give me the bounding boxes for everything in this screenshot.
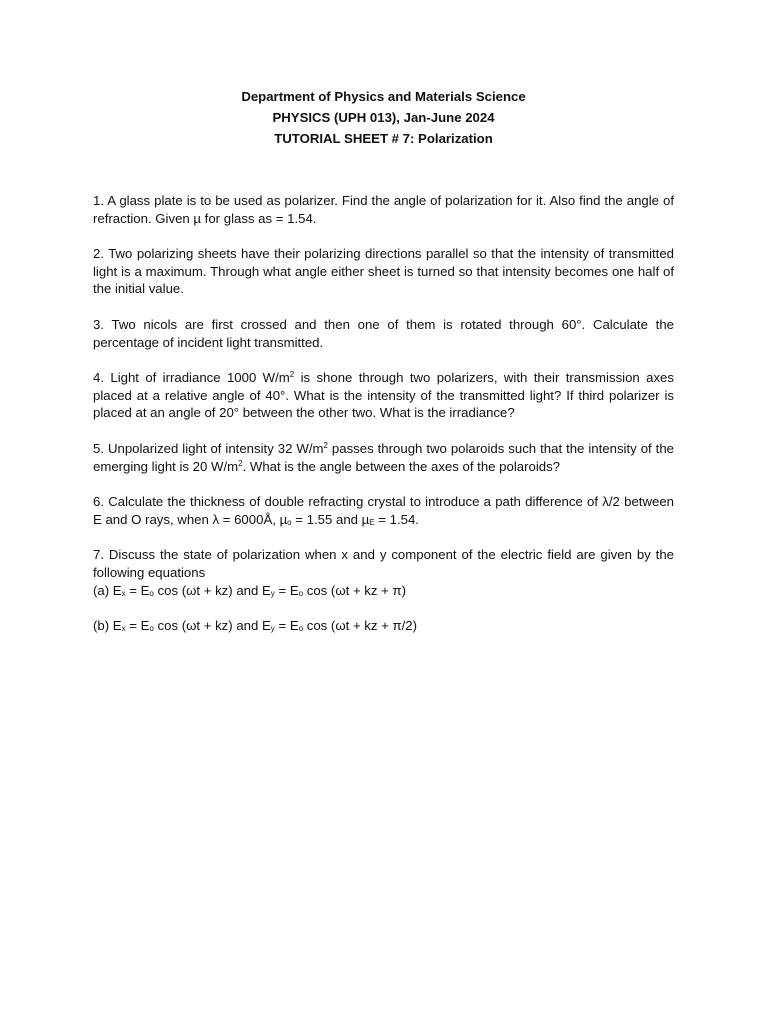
course-title: PHYSICS (UPH 013), Jan-June 2024 [272,110,495,125]
question-6 [93,493,674,528]
document-header [93,86,674,149]
question-7-equation-a [93,582,674,600]
eq-b-text-2: = E [125,618,150,634]
question-5-text [93,440,674,475]
question-1-text: 1. A glass plate is to be used as polarizer. Find the angle of polarization for it. Also find the angle of refraction. Given µ for glass as = 1.54. [93,193,674,226]
eq-a-text-3: cos (ωt + kz) and E [153,582,271,598]
question-4-text [93,369,674,422]
question-6-part-b: = 1.55 and µ [291,511,370,527]
question-6-text [93,493,674,528]
eq-b-text-4: = E [274,618,299,634]
question-7 [93,546,674,634]
question-6-subscript-e: E [369,517,375,527]
question-2 [93,245,674,298]
eq-a-text-5: cos (ωt + kz + π) [303,582,407,598]
question-5 [93,440,674,475]
eq-b-sub-y: y [270,624,275,634]
eq-a-sub-y: y [270,588,275,598]
question-6-subscript-o: o [287,517,292,527]
eq-a-sub-o-1: o [149,588,154,598]
question-6-part-a: 6. Calculate the thickness of double refracting crystal to introduce a path difference of λ/2 between E and O rays, when λ = 6000Å, µ [93,494,674,527]
question-3 [93,316,674,351]
sheet-title: TUTORIAL SHEET # 7: Polarization [274,131,493,146]
eq-b-sub-o-2: o [298,624,304,634]
question-3-text: 3. Two nicols are first crossed and then one of them is rotated through 60°. Calculate the percentage of incident light transmitted. [93,316,674,350]
question-4-superscript: 2 [289,370,295,380]
question-4-part-a: 4. Light of irradiance 1000 W/m [93,370,290,386]
eq-b-text-3: cos (ωt + kz) and E [153,618,271,634]
question-2-text: 2. Two polarizing sheets have their polarizing directions parallel so that the intensity of transmitted light is a maximum. Through what angle either sheet is turned so that intensity becomes one half of the initial value. [93,246,674,297]
question-5-superscript-2: 2 [238,458,243,468]
eq-b-text-1: (b) E [93,618,122,634]
question-4-part-b: is shone through two polarizers, with their transmission axes placed at a relative angle of 40°. What is the intensity of the transmitted light? If third polarizer is placed at an angle of 20° between the other two. What is the irradiance? [93,370,674,421]
eq-a-text-1: (a) E [93,582,122,598]
question-6-part-c: = 1.54. [374,511,419,527]
eq-a-text-2: = E [125,582,150,598]
question-5-part-a: 5. Unpolarized light of intensity 32 W/m [93,440,324,456]
question-5-part-b: passes through two polaroids such that the intensity of the emerging light is 20 W/m [93,440,674,474]
eq-a-text-4: = E [274,582,299,598]
question-4 [93,369,674,422]
question-1 [93,192,674,227]
eq-b-sub-o-1: o [149,624,154,634]
question-list [93,192,674,635]
question-7-intro: 7. Discuss the state of polarization when x and y component of the electric field are given by the following equations [93,547,674,580]
question-5-superscript-1: 2 [323,440,328,450]
department-title: Department of Physics and Materials Science [241,89,526,104]
question-7-equation-b [93,617,674,635]
eq-a-sub-x: x [121,588,126,598]
eq-a-sub-o-2: o [298,588,304,598]
question-5-part-c: . What is the angle between the axes of the polaroids? [242,458,561,474]
eq-b-sub-x: x [121,624,126,634]
eq-b-text-5: cos (ωt + kz + π/2) [303,618,418,634]
